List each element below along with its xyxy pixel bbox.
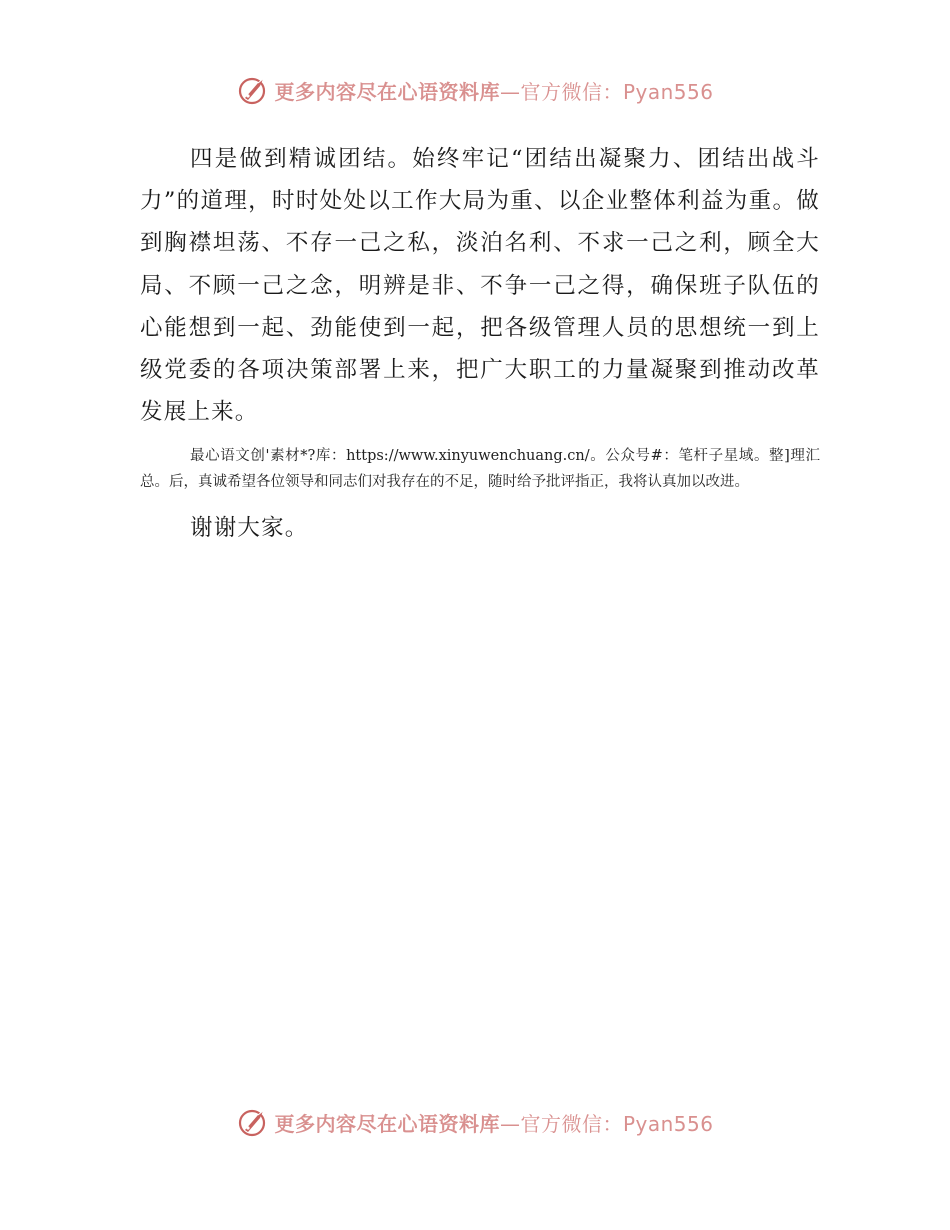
banner-brand: 更多内容尽在心语资料库	[274, 79, 500, 104]
banner-text	[274, 1108, 713, 1137]
banner-text	[274, 76, 713, 105]
document-body	[140, 138, 820, 549]
header-banner	[0, 70, 950, 110]
paragraph-note: 最心语文创'素材*?库：https://www.xinyuwenchuang.cn/。公众号#：笔杆子星域。整]理汇总。后，真诚希望各位领导和同志们对我存在的不足，随时给予批评指正，我将认真加以改进。	[140, 448, 820, 491]
banner-wechat: —官方微信：Pyan556	[499, 1111, 714, 1136]
banner-brand: 更多内容尽在心语资料库	[274, 1111, 500, 1136]
paragraph-main: 四是做到精诚团结。始终牢记“团结出凝聚力、团结出战斗力”的道理，时时处处以工作大局为重、以企业整体利益为重。做到胸襟坦荡、不存一己之私，淡泊名利、不求一己之利，顾全大局、不顾一己之念，明辨是非、不争一己之得，确保班子队伍的心能想到一起、劲能使到一起，把各级管理人员的思想统一到上级党委的各项决策部署上来，把广大职工的力量凝聚到推动改革发展上来。	[140, 146, 820, 426]
paragraph-thanks: 谢谢大家。	[190, 515, 309, 542]
footer-banner	[0, 1102, 950, 1142]
pen-nib-logo-icon	[236, 73, 270, 107]
pen-nib-logo-icon	[236, 1105, 270, 1139]
banner-wechat: —官方微信：Pyan556	[499, 79, 714, 104]
